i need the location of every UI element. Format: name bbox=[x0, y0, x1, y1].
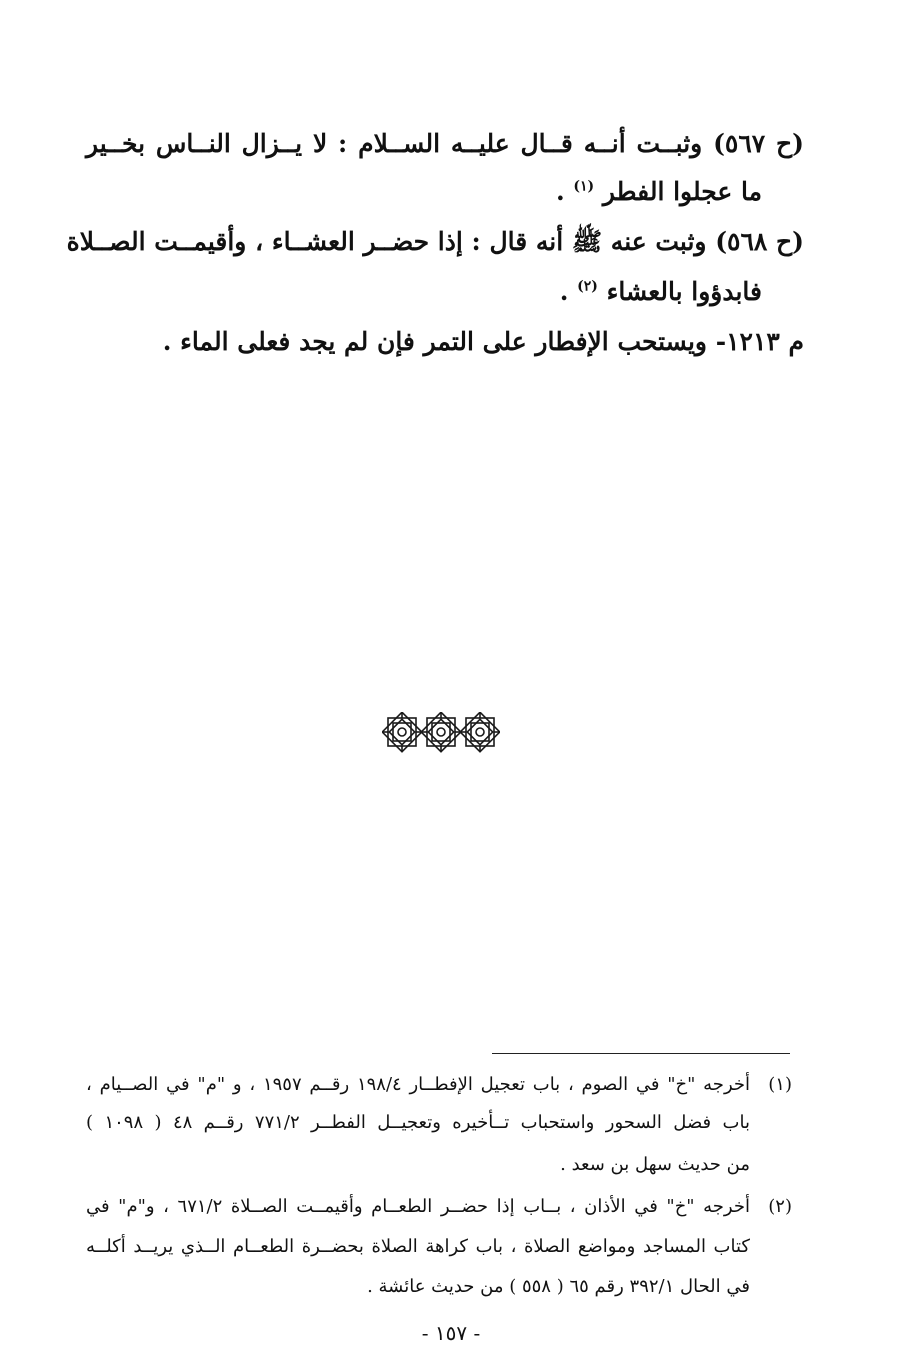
page-number: - ١٥٧ - bbox=[421, 1321, 481, 1345]
hadith-568-end: . bbox=[559, 277, 569, 306]
ornament-unit-3 bbox=[460, 712, 500, 752]
footnote-1-line-3: من حديث سهل بن سعد . bbox=[560, 1154, 750, 1175]
hadith-567-line-1: (ح ٥٦٧) وثبــت أنــه قــال عليــه الســلام : لا يــزال النــاس بخــير bbox=[86, 129, 804, 158]
hadith-567-text: ما عجلوا الفطر bbox=[602, 177, 762, 206]
hadith-567-line-2 bbox=[86, 172, 762, 212]
footnote-divider bbox=[492, 1053, 790, 1054]
hadith-567-end: . bbox=[555, 177, 565, 206]
footnote-1-line-2: باب فضل السحور واستحباب تــأخيره وتعجيــل الفطــر ٧٧١/٢ رقــم ٤٨ ( ١٠٩٨ ) bbox=[86, 1112, 750, 1133]
octagram-ornament-icon bbox=[382, 712, 500, 760]
hadith-568-line-2 bbox=[86, 272, 762, 312]
footnote-2-line-2: كتاب المساجد ومواضع الصلاة ، باب كراهة الصلاة بحضــرة الطعــام الــذي يريــد أكلــه bbox=[86, 1236, 750, 1257]
ornament-unit-2 bbox=[421, 712, 461, 752]
footnote-2-line-3: في الحال ٣٩٢/١ رقم ٦٥ ( ٥٥٨ ) من حديث عائشة . bbox=[367, 1276, 750, 1297]
footnote-1-number: (١) bbox=[768, 1074, 792, 1095]
hadith-568-line-1: (ح ٥٦٨) وثبت عنه ﷺ أنه قال : إذا حضــر العشــاء ، وأقيمــت الصــلاة bbox=[66, 227, 804, 256]
footnote-1-line-1: أخرجه "خ" في الصوم ، باب تعجيل الإفطــار ١٩٨/٤ رقــم ١٩٥٧ ، و "م" في الصــيام ، bbox=[86, 1074, 750, 1095]
masala-1213: م ١٢١٣- ويستحب الإفطار على التمر فإن لم يجد فعلى الماء . bbox=[162, 327, 804, 356]
hadith-568-text: فابدؤوا بالعشاء bbox=[606, 277, 762, 306]
footnote-marker-2: (٢) bbox=[577, 278, 598, 295]
footnote-marker-1: (١) bbox=[573, 178, 595, 195]
footnote-2-number: (٢) bbox=[768, 1196, 792, 1217]
ornament-unit bbox=[382, 712, 422, 752]
footnote-2-line-1: أخرجه "خ" في الأذان ، بــاب إذا حضــر الطعــام وأقيمــت الصــلاة ٦٧١/٢ ، و"م" في bbox=[86, 1196, 750, 1217]
